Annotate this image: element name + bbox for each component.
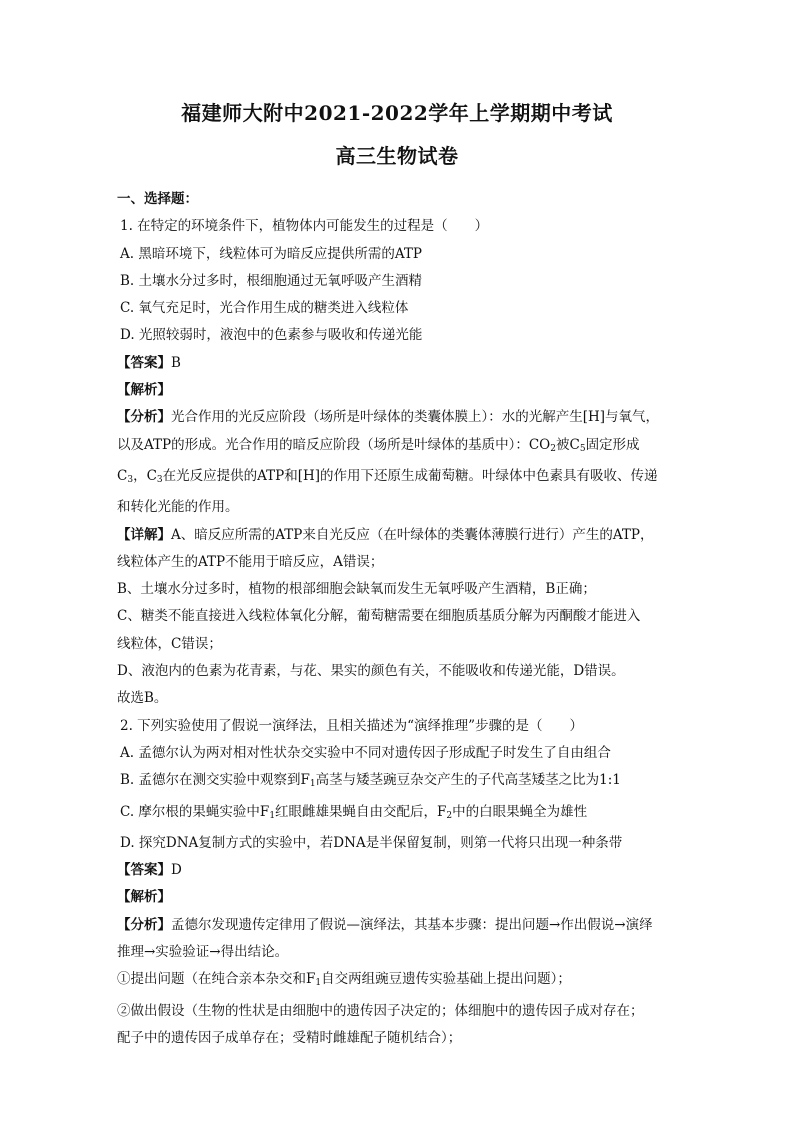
- subscript: 1: [315, 978, 322, 989]
- question-2-analysis-tag: 【解析】: [117, 889, 171, 906]
- step-text: 自交两组豌豆遗传实验基础上提出问题）；: [321, 971, 571, 988]
- option-text: 中的白眼果蝇全为雄性: [452, 803, 588, 820]
- option-text: B. 孟德尔在测交实验中观察到F: [120, 772, 310, 789]
- question-1-analysis-tag: 【解析】: [117, 382, 171, 399]
- exam-subtitle: 高三生物试卷: [335, 144, 459, 168]
- fenxi-text: ，C: [133, 467, 157, 484]
- answer-tag: 【答案】: [117, 862, 171, 879]
- question-2-option-b: [117, 767, 687, 798]
- question-1-detail-line-4: C、糖类不能直接进入线粒体氧化分解，葡萄糖需要在细胞质基质分解为丙酮酸才能进入: [117, 608, 641, 625]
- subscript: 1: [309, 779, 316, 790]
- question-1-option-d: D. 光照较弱时，液泡中的色素参与吸收和传递光能: [120, 327, 423, 344]
- fenxi-tag: 【分析】: [117, 409, 171, 426]
- question-1-stem: 1. 在特定的环境条件下，植物体内可能发生的过程是（ ）: [120, 218, 489, 235]
- fenxi-text: 固定形成: [585, 436, 640, 453]
- fenxi-text: 在光反应提供的ATP和[H]的作用下还原生成葡萄糖。叶绿体中色素具有吸收、传递: [162, 467, 658, 484]
- subscript: 5: [579, 443, 586, 454]
- question-1-detail-line-3: B、土壤水分过多时，植物的根部细胞会缺氧而发生无氧呼吸产生酒精，B正确；: [117, 581, 596, 598]
- option-text: 高茎与矮茎豌豆杂交产生的子代高茎矮茎之比为1:1: [315, 772, 621, 789]
- question-1-fenxi-line-2: [117, 432, 687, 463]
- question-1-detail-line-5: 线粒体，C错误；: [117, 635, 222, 652]
- question-2-answer: [117, 857, 687, 884]
- section-heading: 一、选择题：: [117, 191, 198, 207]
- fenxi-text: 孟德尔发现遗传定律用了假说—演绎法，其基本步骤：提出问题→作出假说→演绎: [171, 916, 653, 933]
- fenxi-tag: 【分析】: [117, 916, 171, 933]
- question-2-step-2-line-1: ②做出假设（生物的性状是由细胞中的遗传因子决定的；体细胞中的遗传因子成对存在；: [117, 1002, 644, 1019]
- question-2-stem: 2. 下列实验使用了假说一演绎法，且相关描述为“演绎推理”步骤的是（ ）: [120, 717, 583, 734]
- detail-text: A、暗反应所需的ATP来自光反应（在叶绿体的类囊体薄膜行进行）产生的ATP，: [171, 526, 654, 543]
- exam-title: 福建师大附中2021-2022学年上学期期中考试: [181, 101, 613, 125]
- detail-tag: 【详解】: [117, 526, 171, 543]
- question-1-detail-line-2: 线粒体产生的ATP不能用于暗反应，A错误；: [117, 553, 384, 570]
- subscript: 2: [446, 810, 453, 821]
- question-1-fenxi-line-1: [117, 404, 687, 431]
- question-2-option-a: A. 孟德尔认为两对相对性状杂交实验中不同对遗传因子形成配子时发生了自由组合: [120, 744, 611, 761]
- answer-value: B: [171, 354, 181, 371]
- subscript: 3: [156, 474, 163, 485]
- question-1-fenxi-line-3: [117, 463, 687, 494]
- question-1-option-a: A. 黑暗环境下，线粒体可为暗反应提供所需的ATP: [120, 245, 422, 262]
- question-2-option-c: [117, 799, 687, 830]
- document-body: [117, 186, 687, 1052]
- subscript: 3: [127, 474, 134, 485]
- question-1-conclusion: 故选B。: [117, 690, 168, 707]
- answer-tag: 【答案】: [117, 354, 171, 371]
- answer-value: D: [171, 862, 182, 879]
- question-1-option-b: B. 土壤水分过多时，根细胞通过无氧呼吸产生酒精: [120, 272, 423, 289]
- question-1-detail-line-1: [117, 522, 687, 549]
- question-2-fenxi-line-1: [117, 912, 687, 939]
- option-text: C. 摩尔根的果蝇实验中F: [120, 803, 270, 820]
- question-2-fenxi-line-2: 推理→实验验证→得出结论。: [117, 944, 289, 961]
- question-2-step-1: [117, 966, 687, 997]
- question-1-option-c: C. 氧气充足时，光合作用生成的糖类进入线粒体: [120, 300, 409, 317]
- question-2-step-2-line-2: 配子中的遗传因子成单存在；受精时雌雄配子随机结合）；: [117, 1029, 462, 1046]
- subscript: 1: [269, 810, 276, 821]
- question-2-option-d: D. 探究DNA复制方式的实验中，若DNA是半保留复制，则第一代将只出现一种条带: [120, 834, 623, 851]
- subscript: 2: [550, 443, 556, 454]
- option-text: 红眼雌雄果蝇自由交配后，F: [275, 803, 447, 820]
- question-1-answer: [117, 350, 687, 377]
- fenxi-text: 以及ATP的形成。光合作用的暗反应阶段（场所是叶绿体的基质中）：CO: [117, 436, 551, 453]
- question-1-detail-line-6: D、液泡内的色素为花青素，与花、果实的颜色有关，不能吸收和传递光能，D错误。: [117, 663, 625, 680]
- fenxi-text: 光合作用的光反应阶段（场所是叶绿体的类囊体膜上）：水的光解产生[H]与氧气，: [171, 409, 660, 426]
- fenxi-text: 被C: [555, 436, 580, 453]
- question-1-fenxi-line-4: 和转化光能的作用。: [117, 499, 239, 516]
- fenxi-text: C: [117, 467, 128, 484]
- step-text: ①提出问题（在纯合亲本杂交和F: [117, 971, 316, 988]
